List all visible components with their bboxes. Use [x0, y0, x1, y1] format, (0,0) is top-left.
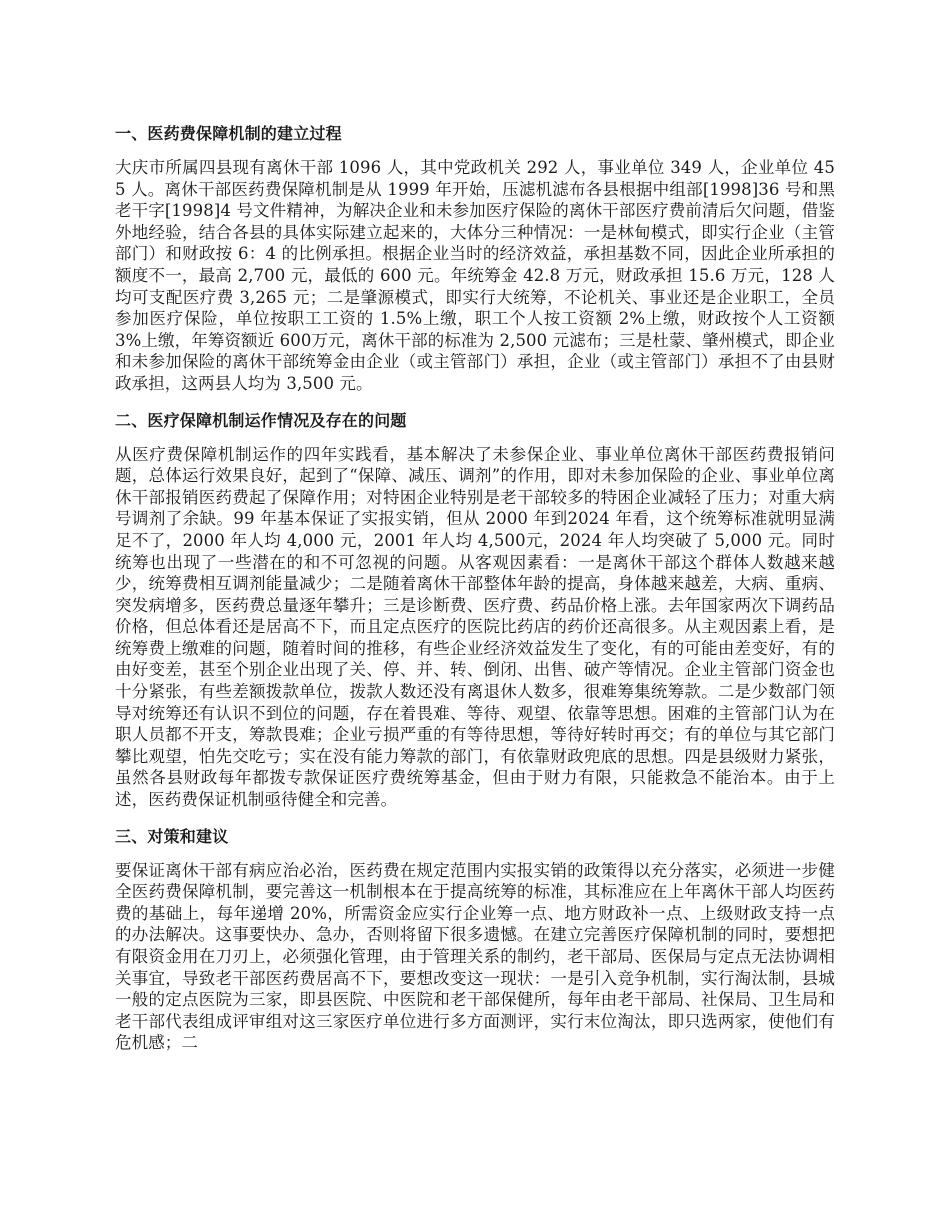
section-heading: 二、医疗保障机制运作情况及存在的问题 — [115, 410, 407, 430]
section-countermeasures — [115, 825, 835, 1054]
section-heading: 一、医药费保障机制的建立过程 — [115, 124, 342, 143]
section-paragraph: 从医疗费保障机制运作的四年实践看，基本解决了未参保企业、事业单位离休干部医药费报销问题，总体运行效果良好，起到了“保障、减压、调剂”的作用，即对未参加保险的企业、事业单位离休干部报销医药费起了保障作用；对特困企业特别是老干部较多的特困企业减轻了压力；对重大病号调剂了余缺。99 年基本保证了实报实销，但从 2000 年到2024 年看，这个统筹标准就明显满足不了，2000 年人均 4,000 元，2001 年人均 4,500元，2024 年人均突破了 5,000 元。同时统筹也出现了一些潜在的和不可忽视的问题。从客观因素看：一是离休干部这个群体人数越来越少，统筹费相互调剂能量减少；二是随着离休干部整体年龄的提高，身体越来越差，大病、重病、突发病增多，医药费总量逐年攀升；三是诊断费、医疗费、药品价格上涨。去年国家两次下调药品价格，但总体看还是居高不下，而且定点医疗的医院比药店的药价还高很多。从主观因素上看，是统筹费上缴难的问题，随着时间的推移，有些企业经济效益发生了变化，有的可能由差变好，有的由好变差，甚至个别企业出现了关、停、并、转、倒闭、出售、破产等情况。企业主管部门资金也十分紧张，有些差额拨款单位，拨款人数还没有离退休人数多，很难筹集统筹款。二是少数部门领导对统筹还有认识不到位的问题，存在着畏难、等待、观望、依靠等思想。困难的主管部门认为在职人员都不开支，筹款畏难；企业亏损严重的有等待思想，等待好转时再交；有的单位与其它部门攀比观望，怕先交吃亏；实在没有能力筹款的部门，有依靠财政兜底的思想。四是县级财力紧张，虽然各县财政每年都拨专款保证医疗费统筹基金，但由于财力有限，只能救急不能治本。由于上述，医药费保证机制亟待健全和完善。 — [115, 444, 835, 810]
section-paragraph: 大庆市所属四县现有离休干部 1096 人，其中党政机关 292 人，事业单位 349 人，企业单位 455 人。离休干部医药费保障机制是从 1999 年开始，压滤机滤布各县根据中组部[1998]36 号和黑老干字[1998]4 号文件精神，为解决企业和未参加医疗保险的离休干部医疗费前清后欠问题，借鉴外地经验，结合各县的具体实际建立起来的，大体分三种情况：一是林甸模式，即实行企业（主管部门）和财政按 6：4 的比例承担。根据企业当时的经济效益，承担基数不同，因此企业所承担的额度不一，最高 2,700 元，最低的 600 元。年统筹金 42.8 万元，财政承担 15.6 万元，128 人均可支配医疗费 3,265 元；二是肇源模式，即实行大统筹，不论机关、事业还是企业职工，全员参加医疗保险，单位按职工工资的 1.5%上缴，职工个人按工资额 2%上缴，财政按个人工资额 3%上缴，年筹资额近 600万元，离休干部的标准为 2,500 元滤布；三是杜蒙、肇州模式，即企业和未参加保险的离休干部统筹金由企业（或主管部门）承担，企业（或主管部门）承担不了由县财政承担，这两县人均为 3,500 元。 — [115, 158, 835, 393]
section-heading: 三、对策和建议 — [115, 826, 229, 846]
document-body — [115, 122, 835, 1068]
section-paragraph: 要保证离休干部有病应治必治，医药费在规定范围内实报实销的政策得以充分落实，必须进一步健全医药费保障机制，要完善这一机制根本在于提高统筹的标准，其标准应在上年离休干部人均医药费的基础上，每年递增 20%，所需资金应实行企业筹一点、地方财政补一点、上级财政支持一点的办法解决。这事要快办、急办，否则将留下很多遗憾。在建立完善医疗保障机制的同时，要想把有限资金用在刀刃上，必须强化管理，由于管理关系的制约，老干部局、医保局与定点无法协调相关事宜，导致老干部医药费居高不下，要想改变这一现状：一是引入竞争机制，实行淘汰制，县城一般的定点医院为三家，即县医院、中医院和老干部保健所，每年由老干部局、社保局、卫生局和老干部代表组成评审组对这三家医疗单位进行多方面测评，实行末位淘汰，即只选两家，使他们有 危机感；二 — [115, 860, 835, 1053]
section-establishment — [115, 122, 835, 395]
section-operation-problems — [115, 409, 835, 811]
